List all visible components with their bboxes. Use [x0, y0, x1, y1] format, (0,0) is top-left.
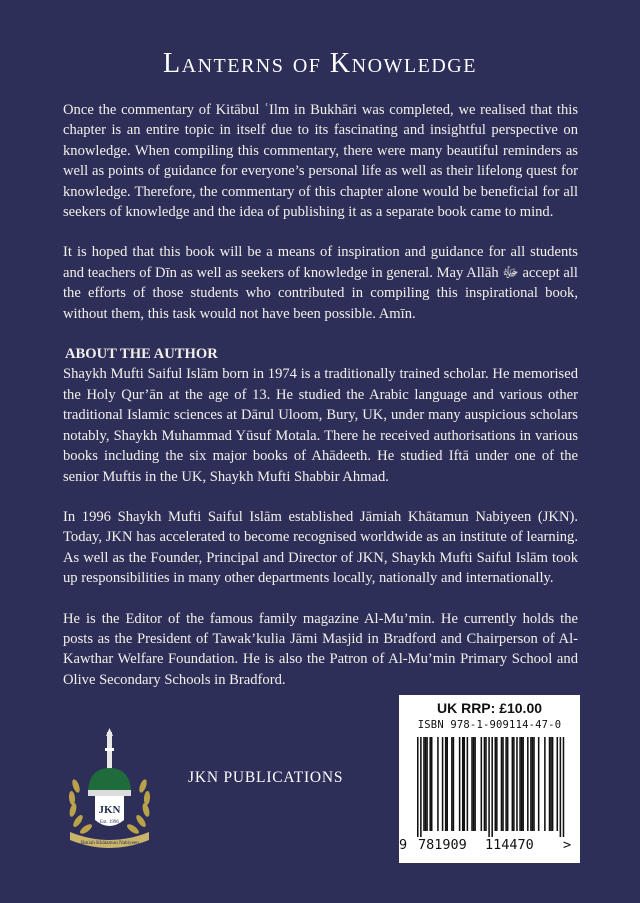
intro-paragraph-1: Once the commentary of Kitābul ʿIlm in Bukhāri was completed, we realised that this chapter is an entire topic in itself due to its fascinating and insightful perspective on knowledge. When compiling this commentary, there were many beautiful reminders as well as points of guidance for everyone’s personal life as well as their lifelong quest for knowledge. Therefore, the commentary of this chapter alone would be beneficial for all seekers of knowledge and the idea of publishing it as a separate book came to mind.: [63, 102, 578, 221]
publisher-name: JKN PUBLICATIONS: [188, 769, 344, 786]
barcode-bar: [550, 737, 552, 831]
barcode-bar: [481, 737, 483, 831]
barcode-panel: [399, 695, 580, 863]
intro-paragraph-2: It is hoped that this book will be a means of inspiration and guidance for all students and teachers of Dīn as well as seekers of knowledge in general. May Allāh ﷻ accept all the efforts of those students who contributed in compiling this inspirational book, without them, this task would not have been possible. Amīn.: [63, 244, 578, 322]
about-paragraph-1: Shaykh Mufti Saiful Islām born in 1974 is a traditionally trained scholar. He memorised the Holy Qur’ān at the age of 13. He studied the Arabic language and various other traditional Islamic sciences at Dārul Uloom, Bury, UK, under many auspicious scholars notably, Shaykh Muhammad Yūsuf Motala. There he received authorisations in various books including the six major books of Ahādeeth. He studied Iftā under one of the senior Muftis in the UK, Shaykh Mufti Shabbir Ahmad.: [63, 366, 578, 485]
barcode-bar: [513, 737, 515, 831]
back-cover-blurb: [63, 100, 578, 710]
price-label: UK RRP: £10.00: [436, 700, 543, 716]
barcode-bar: [442, 737, 444, 831]
barcode-bar: [425, 737, 427, 831]
barcode-bar: [507, 737, 509, 831]
barcode-bar: [527, 737, 529, 831]
barcode-bar: [563, 737, 565, 837]
barcode-bar: [532, 737, 534, 831]
barcode-bar: [549, 737, 551, 831]
barcode-bar: [501, 737, 503, 831]
about-author-heading: ABOUT THE AUTHOR: [65, 346, 218, 363]
barcode-bar: [533, 737, 535, 831]
barcode-bar: [560, 737, 562, 837]
about-paragraph-2: In 1996 Shaykh Mufti Saiful Islām established Jāmiah Khātamun Nabiyeen (JKN). Today, JKN has accelerated to become recognised worldwide as an institute of learning. As well as the Founder, Principal and Director of JKN, Shaykh Mufti Saiful Islām took up responsibilities in many other departments locally, nationally and internationally.: [63, 508, 578, 587]
isbn-label: ISBN 978-1-909114-47-0: [417, 719, 562, 731]
barcode-quiet-zone-mark: >: [563, 837, 572, 853]
barcode-bar: [519, 737, 521, 831]
barcode-bar: [516, 737, 518, 831]
barcode-bar: [445, 737, 447, 831]
barcode-bar: [485, 737, 487, 831]
barcode-digits-left: 781909: [418, 837, 467, 853]
logo-initials: JKN: [98, 804, 121, 816]
barcode-bar: [446, 737, 448, 831]
barcode-bar: [451, 737, 453, 831]
about-paragraph-3: He is the Editor of the famous family magazine Al-Mu’min. He currently holds the posts as the President of Tawak’kulia Jāmi Masjid in Bradford and Chairperson of Al-Kawthar Welfare Foundation. He is also the Patron of Al-Mu’min Primary School and Olive Secondary Schools in Bradford.: [63, 610, 578, 688]
barcode-bar: [417, 737, 419, 837]
barcode-bar: [496, 737, 498, 831]
barcode-bar: [505, 737, 507, 831]
barcode-bar: [502, 737, 504, 831]
barcode-bar: [521, 737, 523, 831]
logo-established: Est. 1996: [100, 820, 119, 825]
barcode-bar: [512, 737, 514, 831]
barcode-bars: [407, 737, 572, 837]
barcode-bar: [544, 737, 546, 831]
barcode-bar: [459, 737, 461, 831]
barcode-bar: [464, 737, 466, 831]
barcode-bar: [495, 737, 497, 831]
mosque-dome-icon: [62, 728, 157, 856]
barcode-bar: [474, 737, 476, 831]
barcode-bar: [453, 737, 455, 831]
barcode-bar: [467, 737, 469, 831]
barcode-bar: [473, 737, 475, 831]
barcode-bar: [423, 737, 425, 831]
barcode-digits-right: 114470: [485, 837, 534, 853]
barcode-bar: [426, 737, 428, 831]
barcode-bar: [484, 737, 486, 831]
barcode-bar: [557, 737, 559, 831]
logo-banner-text: Jāmiah Khātamun Nabiyeen: [80, 840, 139, 846]
barcode-bar: [420, 737, 422, 837]
jkn-logo: [62, 728, 157, 856]
barcode-bar: [429, 737, 431, 831]
barcode-digit-lead: 9: [399, 837, 408, 853]
barcode-bar: [431, 737, 433, 831]
barcode-bar: [538, 737, 540, 831]
barcode-bar: [491, 737, 493, 837]
barcode-bar: [530, 737, 532, 831]
barcode-bar: [488, 737, 490, 837]
book-title: Lanterns of Knowledge: [163, 48, 477, 79]
barcode-bar: [437, 737, 439, 831]
barcode-bar: [462, 737, 464, 831]
barcode-bar: [522, 737, 524, 831]
barcode-bar: [471, 737, 473, 831]
barcode-bar: [552, 737, 554, 831]
